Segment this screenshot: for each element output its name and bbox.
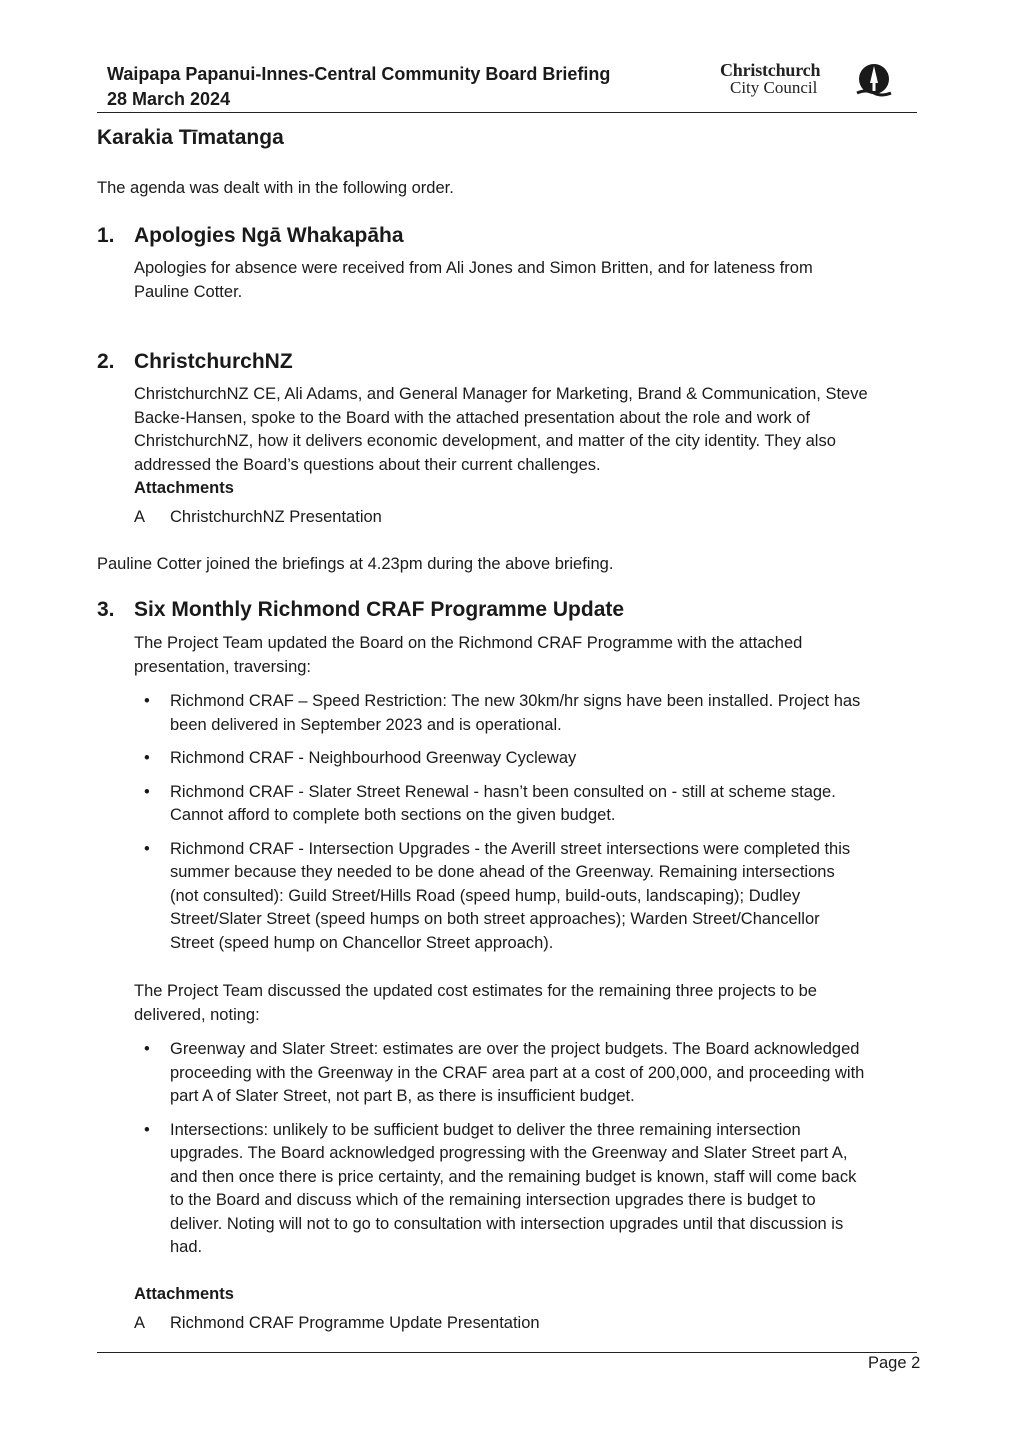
- attachment-letter: A: [134, 1314, 146, 1332]
- cost-bullet-list: [134, 1038, 924, 1260]
- section-2-line: addressed the Board’s questions about their current challenges.: [134, 455, 601, 474]
- cost-estimates-intro: The Project Team discussed the updated cost estimates for the remaining three projects to be delivered, noting:: [134, 982, 817, 1024]
- list-item: • Greenway and Slater Street: estimates are over the project budgets. The Board acknowledged proceeding with the Greenway in the CRAF area part at a cost of 200,000, and proceeding with part A of Slater Street, not part B, as there is insufficient budget.: [144, 1040, 865, 1105]
- list-item: • Intersections: unlikely to be sufficient budget to deliver the three remaining intersection upgrades. The Board acknowledged progressing with the Greenway and Slater Street part A, and then once there is price certainty, and the remaining budget is known, staff will come back to the Board and discuss which of the remaining intersection upgrades there is budget to deliver. Noting will not to go to consultation with intersection upgrades until that discussion is had.: [144, 1120, 857, 1256]
- section-2-line: ChristchurchNZ CE, Ali Adams, and General Manager for Marketing, Brand & Communication, Steve: [134, 385, 868, 403]
- list-item: • Richmond CRAF – Speed Restriction: The new 30km/hr signs have been installed. Project has been delivered in September 2023 and is operational.: [144, 692, 861, 734]
- section-3-intro: [134, 632, 914, 679]
- header-divider: [97, 112, 917, 113]
- document-header-title: [107, 62, 707, 112]
- section-2-body: [134, 383, 914, 501]
- section-1-title: Apologies Ngā Whakapāha: [134, 224, 404, 247]
- section-1-heading: [97, 224, 115, 248]
- section-1-line: Apologies for absence were received from Ali Jones and Simon Britten, and for lateness from: [134, 259, 813, 277]
- section-2-line: Backe-Hansen, spoke to the Board with the attached presentation about the role and work of: [134, 408, 811, 427]
- cathedral-logo-icon: [854, 63, 894, 99]
- list-item: • Richmond CRAF - Intersection Upgrades - the Averill street intersections were completed this summer because they needed to be done ahead of the Greenway. Remaining intersections (not consulted): Guild Street/Hills Road (speed hump, build-outs, landscaping); Dudley Street/Slater Street (speed humps on both street approaches); Warden Street/Chancellor Street (speed hump on Chancellor Street approach).: [144, 839, 851, 952]
- section-2-attachments-label: Attachments: [134, 479, 234, 497]
- header-date: 28 March 2024: [107, 89, 231, 109]
- section-2-number: 2.: [97, 350, 115, 373]
- agenda-order-note: The agenda was dealt with in the following order.: [97, 179, 454, 197]
- attachment-title: Richmond CRAF Programme Update Presentation: [170, 1314, 540, 1332]
- section-3-intro-line: presentation, traversing:: [134, 657, 312, 676]
- section-3-intro-line: The Project Team updated the Board on the Richmond CRAF Programme with the attached: [134, 634, 803, 652]
- list-item: • Richmond CRAF - Neighbourhood Greenway Cycleway: [144, 749, 577, 767]
- programme-bullet-list: [134, 690, 924, 955]
- interlude-note: Pauline Cotter joined the briefings at 4.23pm during the above briefing.: [97, 555, 614, 573]
- logo-line-1: Christchurch: [720, 60, 821, 80]
- page-number: Page 2: [868, 1354, 921, 1372]
- attachment-letter: A: [134, 508, 146, 526]
- section-2-attachment: [134, 506, 382, 530]
- section-2-title: ChristchurchNZ: [134, 350, 293, 373]
- section-2-line: ChristchurchNZ, how it delivers economic development, and matter of the city identity. They also: [134, 432, 836, 450]
- section-3-number: 3.: [97, 598, 115, 621]
- attachment-title: ChristchurchNZ Presentation: [170, 508, 382, 526]
- christchurch-city-council-logo: [720, 62, 900, 102]
- section-3-attachment: [134, 1312, 540, 1336]
- section-3-attachments-label: Attachments: [134, 1285, 234, 1303]
- section-1-body: [134, 257, 914, 304]
- logo-line-2: City Council: [730, 78, 818, 97]
- karakia-heading: Karakia Tīmatanga: [97, 126, 284, 149]
- list-item: • Richmond CRAF - Slater Street Renewal - hasn’t been consulted on - still at scheme stage. Cannot afford to complete both sections on the given budget.: [144, 782, 836, 824]
- section-1-number: 1.: [97, 224, 115, 247]
- header-title-line-1: Waipapa Papanui-Innes-Central Community Board Briefing: [107, 64, 611, 84]
- section-1-line: Pauline Cotter.: [134, 282, 243, 301]
- section-3-title: Six Monthly Richmond CRAF Programme Update: [134, 598, 625, 621]
- footer-divider: [97, 1352, 917, 1353]
